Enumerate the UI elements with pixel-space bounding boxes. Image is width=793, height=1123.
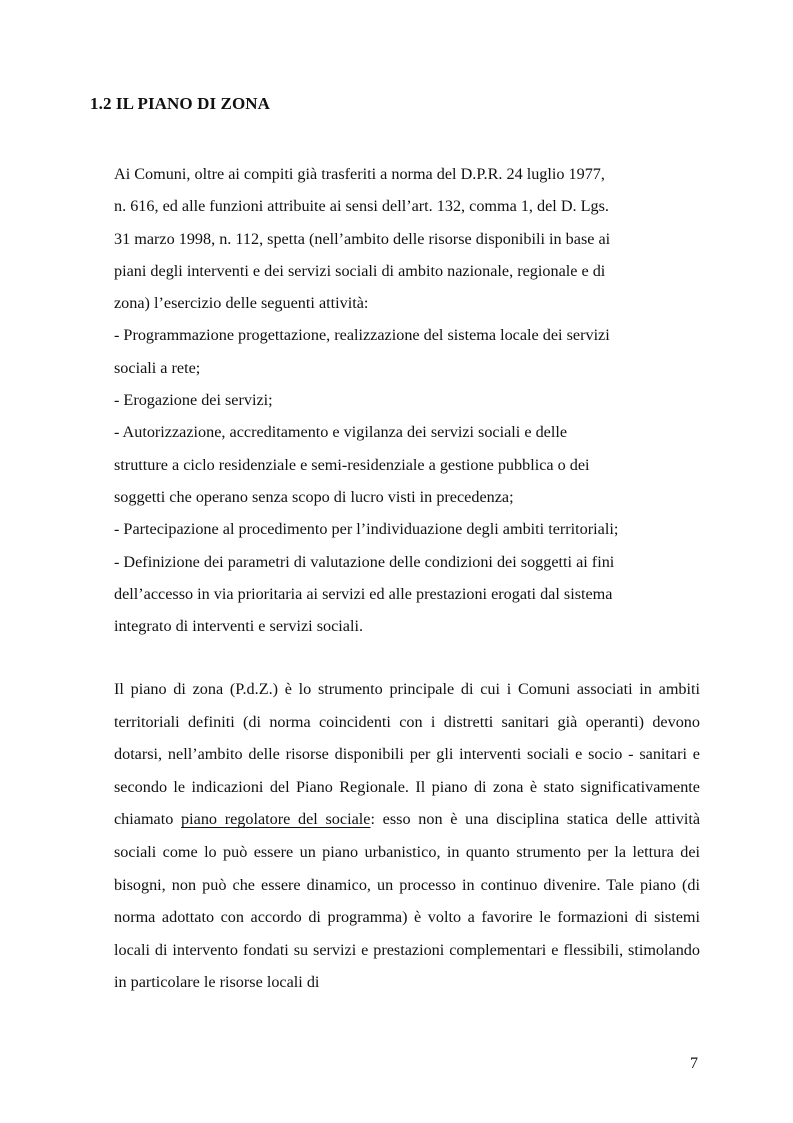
paragraph-text: Il piano di zona (P.d.Z.) è lo strumento principale di cui i Comuni associati in ambiti territoriali definiti (di norma coincidenti con i distretti sanitari già operanti) devono dotarsi, nell’ambito delle risorse disponibili per gli interventi sociali e socio - sanitari e secondo le indicazioni del Piano Regionale. Il piano di zona è stato significativamente chiamato bbox=[114, 680, 700, 829]
text-line: Ai Comuni, oltre ai compiti già trasferiti a norma del D.P.R. 24 luglio 1977, bbox=[114, 165, 605, 183]
section-heading: 1.2 IL PIANO DI ZONA bbox=[90, 94, 271, 113]
text-line: piani degli interventi e dei servizi sociali di ambito nazionale, regionale e di bbox=[114, 261, 606, 280]
list-item-line: - Programmazione progettazione, realizzazione del sistema locale dei servizi bbox=[114, 326, 610, 345]
list-item-line: - Partecipazione al procedimento per l’individuazione degli ambiti territoriali; bbox=[114, 520, 619, 539]
underlined-term: piano regolatore del sociale bbox=[181, 810, 371, 829]
list-item-line: integrato di interventi e servizi sociali. bbox=[114, 617, 364, 636]
list-item-line: sociali a rete; bbox=[114, 358, 201, 377]
text-line: 31 marzo 1998, n. 112, spetta (nell’ambito delle risorse disponibili in base ai bbox=[114, 229, 611, 248]
list-item-line: - Erogazione dei servizi; bbox=[114, 391, 273, 410]
text-line: zona) l’esercizio delle seguenti attività: bbox=[114, 294, 369, 313]
list-item-line: dell’accesso in via prioritaria ai servizi ed alle prestazioni erogati dal sistema bbox=[114, 584, 613, 603]
list-item-line: strutture a ciclo residenziale e semi-residenziale a gestione pubblica o dei bbox=[114, 455, 590, 474]
paragraph-text: : esso non è una disciplina statica delle attività sociali come lo può essere un piano urbanistico, in quanto strumento per la lettura dei bisogni, non può che essere dinamico, un processo in continuo divenire. Tale piano (di norma adottato con accordo di programma) è volto a favorire le formazioni di sistemi locali di intervento fondati su servizi e prestazioni complementari e flessibili, stimolando in particolare le risorse locali di bbox=[114, 810, 701, 992]
list-item-line: - Autorizzazione, accreditamento e vigilanza dei servizi sociali e delle bbox=[114, 423, 568, 442]
paragraph-piano-di-zona bbox=[114, 673, 700, 999]
page-number: 7 bbox=[690, 1055, 698, 1072]
list-item-line: - Definizione dei parametri di valutazione delle condizioni dei soggetti ai fini bbox=[114, 552, 615, 571]
list-item-line: soggetti che operano senza scopo di lucro visti in precedenza; bbox=[114, 487, 514, 506]
paragraph-competenze-comuni bbox=[114, 158, 700, 642]
text-line: n. 616, ed alle funzioni attribuite ai sensi dell’art. 132, comma 1, del D. Lgs. bbox=[114, 197, 609, 216]
